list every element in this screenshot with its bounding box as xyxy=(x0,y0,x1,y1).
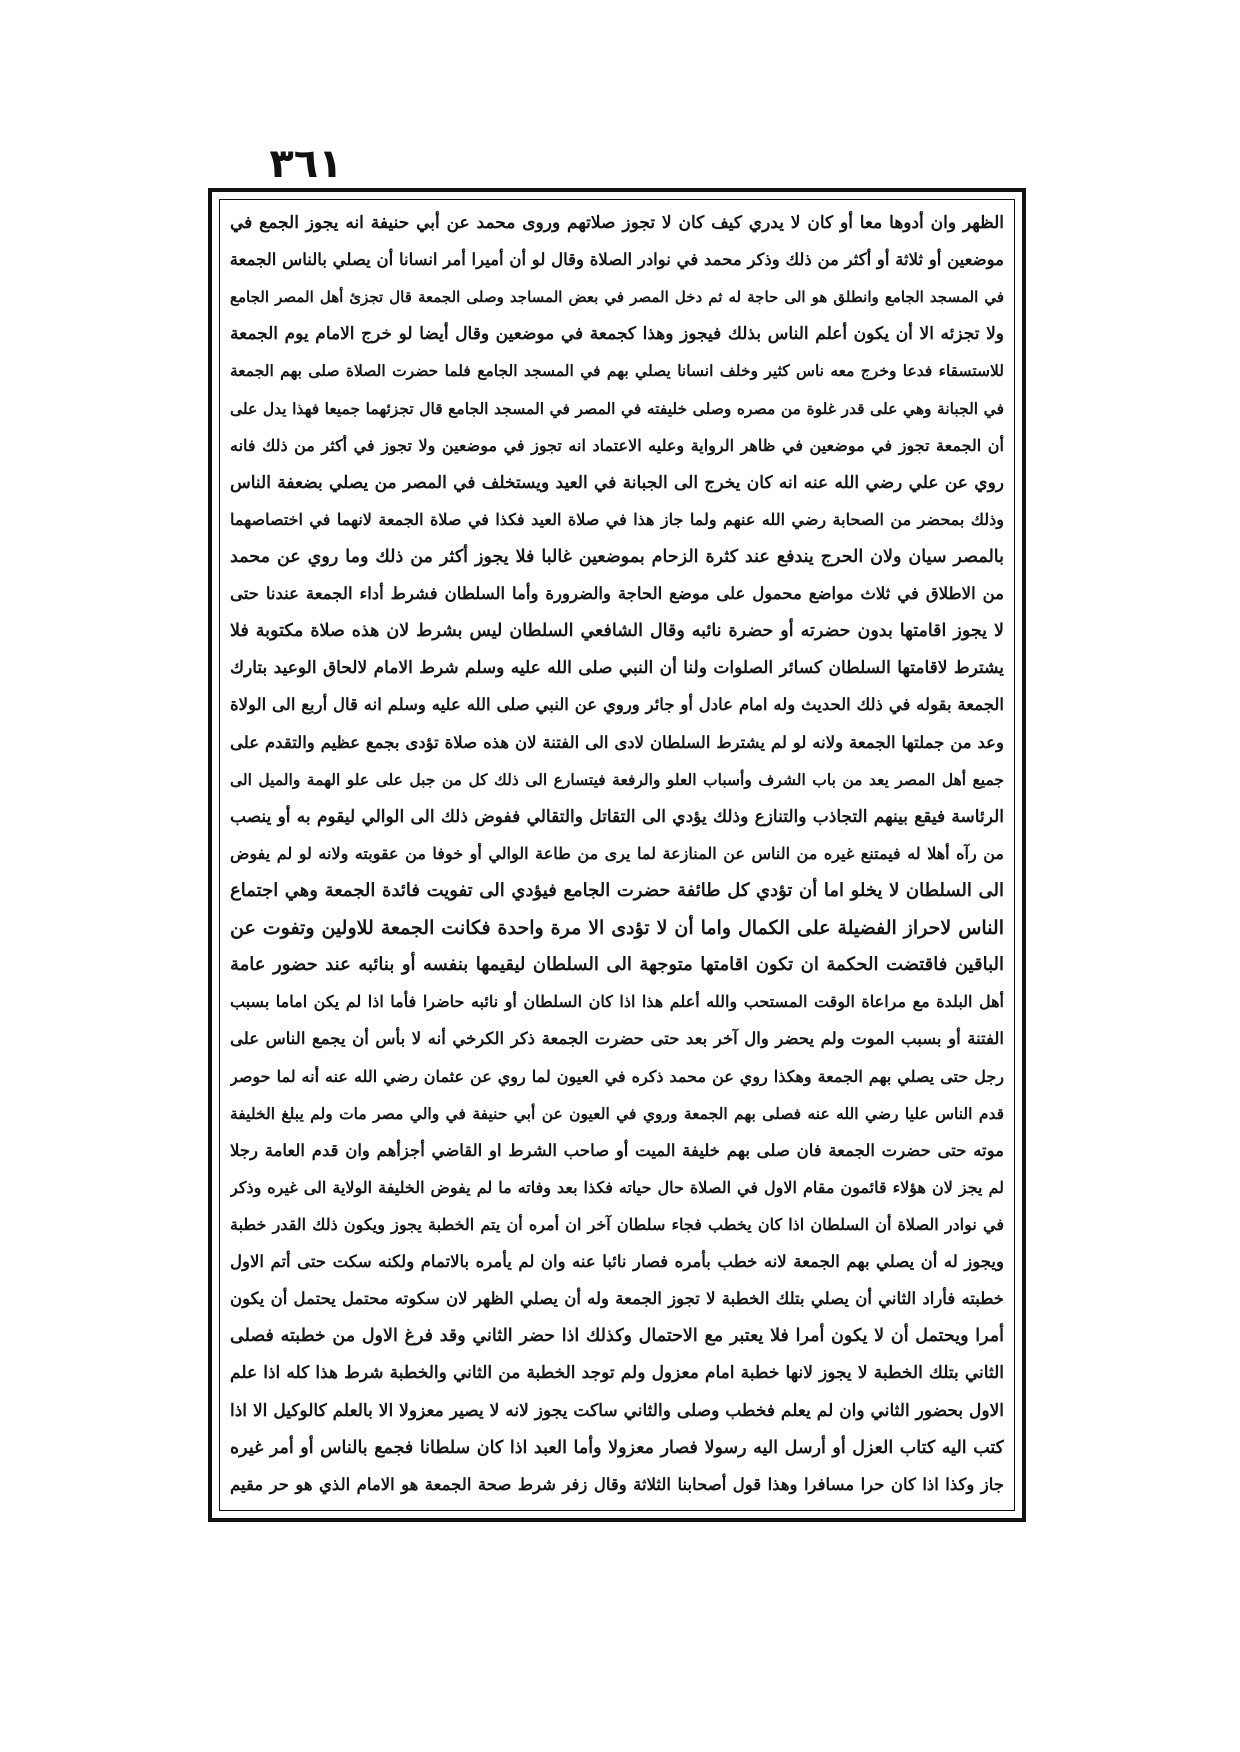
text-line: الثاني بتلك الخطبة لا يجوز لانها خطبة امام معزول ولم توجد الخطبة من الثاني والخطبة شرط هذا كله اذا علم xyxy=(230,1363,1004,1384)
text-line: كتب اليه كتاب العزل أو أرسل اليه رسولا فصار معزولا وأما العبد اذا كان سلطانا فجمع بالناس أو أمر غيره xyxy=(230,1437,1004,1458)
text-line: أن الجمعة تجوز في موضعين في ظاهر الرواية وعليه الاعتماد انه تجوز في موضعين ولا تجوز في أكثر من ذلك فانه xyxy=(230,435,1004,455)
text-line: الى السلطان لا يخلو اما أن تؤدي كل طائفة حضرت الجامع فيؤدي الى تفويت فائدة الجمعة وهي اجتماع xyxy=(230,879,1004,901)
text-line: لم يجز لان هؤلاء قائمون مقام الاول في الصلاة حال حياته فكذا بعد وفاته ما لم يفوض الخليفة الولاية الى غيره وذكر xyxy=(230,1177,1004,1197)
text-line: الظهر وان أدوها معا أو كان لا يدري كيف كان لا تجوز صلاتهم وروى محمد عن أبي حنيفة انه يجوز الجمع في xyxy=(230,213,1004,233)
text-line: جميع أهل المصر يعد من باب الشرف وأسباب العلو والرفعة فيتسارع الى ذلك كل من جبل على علو الهمة والميل الى xyxy=(230,769,1004,789)
text-line: يشترط لاقامتها السلطان كسائر الصلوات ولنا أن النبي صلى الله عليه وسلم شرط الامام لالحاق الوعيد بتارك xyxy=(230,658,1004,679)
text-line: من الاطلاق في ثلاث مواضع محمول على موضع الحاجة والضرورة وأما السلطان فشرط أداء الجمعة عندنا حتى xyxy=(230,584,1004,604)
text-line: الرئاسة فيقع بينهم التجاذب والتنازع وذلك يؤدي الى التقاتل والتقالي ففوض ذلك الى الوالي ليقوم به أو ينصب xyxy=(230,806,1004,827)
text-line: رجل حتى يصلي بهم الجمعة وهكذا روي عن محمد ذكره في العيون لما روي عن عثمان رضي الله عنه أنه لما حوصر xyxy=(230,1066,1004,1086)
text-line: روي عن علي رضي الله عنه انه كان يخرج الى الجبانة في العيد ويستخلف في المصر من يصلي بضعفة الناس xyxy=(230,472,1004,493)
page-frame-inner xyxy=(219,199,1015,1511)
text-line: قدم الناس عليا رضي الله عنه فصلى بهم الجمعة وروي في العيون عن أبي حنيفة في والي مصر مات ولم يبلغ الخليفة xyxy=(230,1103,1004,1123)
text-line: ولا تجزئه الا أن يكون أعلم الناس بذلك فيجوز وهذا كجمعة في موضعين وقال أيضا لو خرج الامام يوم الجمعة xyxy=(230,324,1004,345)
text-line: وعد من جملتها الجمعة ولانه لو لم يشترط السلطان لادى الى الفتنة لان هذه صلاة تؤدى بجمع عظيم والتقدم على xyxy=(230,732,1004,752)
text-line: بالمصر سيان ولان الحرج يندفع عند كثرة الزحام بموضعين غالبا فلا يجوز أكثر من ذلك وما روي عن محمد xyxy=(230,546,1004,567)
text-line: ويجوز له أن يصلي بهم الجمعة لانه خطب بأمره فصار نائبا عنه وان لم يأمره بالاتمام ولكنه سكت حتى أتم الاول xyxy=(230,1252,1004,1272)
page-frame xyxy=(208,188,1026,1522)
text-line: موضعين أو ثلاثة أو أكثر من ذلك وذكر محمد في نوادر الصلاة وقال لو أن أميرا أمر انسانا أن يصلي بالناس الجمعة xyxy=(230,250,1004,270)
text-line: الاول بحضور الثاني وان لم يعلم فخطب وصلى والثاني ساكت يجوز لانه لا يصير معزولا الا بالعلم كالوكيل الا اذا xyxy=(230,1400,1004,1421)
text-line: في نوادر الصلاة أن السلطان اذا كان يخطب فجاء سلطان آخر ان أمره أن يتم الخطبة يجوز ويكون ذلك القدر خطبة xyxy=(230,1214,1004,1234)
text-line: في الجبانة وهي على قدر غلوة من مصره وصلى خليفته في المصر في المسجد الجامع قال تجزئهما جميعا فهذا يدل على xyxy=(230,398,1004,418)
text-line: لا يجوز اقامتها بدون حضرته أو حضرة نائبه وقال الشافعي السلطان ليس بشرط لان هذه صلاة مكتوبة فلا xyxy=(230,621,1004,642)
text-line: الناس لاحراز الفضيلة على الكمال واما أن لا تؤدى الا مرة واحدة فكانت الجمعة للاولين وتفوت عن xyxy=(230,917,1004,940)
text-line: من رآه أهلا له فيمتنع غيره من الناس عن المنازعة لما يرى من طاعة الوالي أو خوفا من عقوبته ولانه لو لم يفوض xyxy=(230,843,1004,863)
text-line: أهل البلدة مع مراعاة الوقت المستحب والله أعلم هذا اذا كان السلطان أو نائبه حاضرا فأما اذا لم يكن اماما بسبب xyxy=(230,992,1004,1012)
text-line: وذلك بمحضر من الصحابة رضي الله عنهم ولما جاز هذا في صلاة العيد فكذا في صلاة الجمعة لانهما في اختصاصهما xyxy=(230,509,1004,529)
text-line: الفتنة أو بسبب الموت ولم يحضر وال آخر بعد حتى حضرت الجمعة ذكر الكرخي أنه لا بأس أن يجمع الناس على xyxy=(230,1029,1004,1049)
text-body xyxy=(230,206,1004,1502)
text-line: أمرا ويحتمل أن لا يكون أمرا فلا يعتبر مع الاحتمال وكذلك اذا حضر الثاني وقد فرغ الاول من خطبته فصلى xyxy=(230,1326,1004,1347)
text-line: في المسجد الجامع وانطلق هو الى حاجة له ثم دخل المصر في بعض المساجد وصلى الجمعة قال تجزئ أهل المصر الجامع xyxy=(230,288,1004,307)
page-number: ٣٦١ xyxy=(269,141,343,187)
text-line: للاستسقاء فدعا وخرج معه ناس كثير وخلف انسانا يصلي بهم في المسجد الجامع فلما حضرت الصلاة صلى بهم الجمعة xyxy=(230,361,1004,381)
text-line: خطبته فأراد الثاني أن يصلي بتلك الخطبة لا تجوز الجمعة وله أن يصلي الظهر لان سكوته محتمل يحتمل أن يكون xyxy=(230,1289,1004,1309)
text-line: الجمعة بقوله في ذلك الحديث وله امام عادل أو جائر وروي عن النبي صلى الله عليه وسلم انه قال أربع الى الولاة xyxy=(230,695,1004,715)
text-line: الباقين فاقتضت الحكمة ان تكون اقامتها متوجهة الى السلطان ليقيمها بنفسه أو بنائبه عند حضور عامة xyxy=(230,954,1004,976)
text-line: جاز وكذا اذا كان حرا مسافرا وهذا قول أصحابنا الثلاثة وقال زفر شرط صحة الجمعة هو الامام الذي هو حر مقيم xyxy=(230,1474,1004,1494)
text-line: موته حتى حضرت الجمعة فان صلى بهم خليفة الميت أو صاحب الشرط او القاضي أجزأهم وان قدم العامة رجلا xyxy=(230,1140,1004,1160)
